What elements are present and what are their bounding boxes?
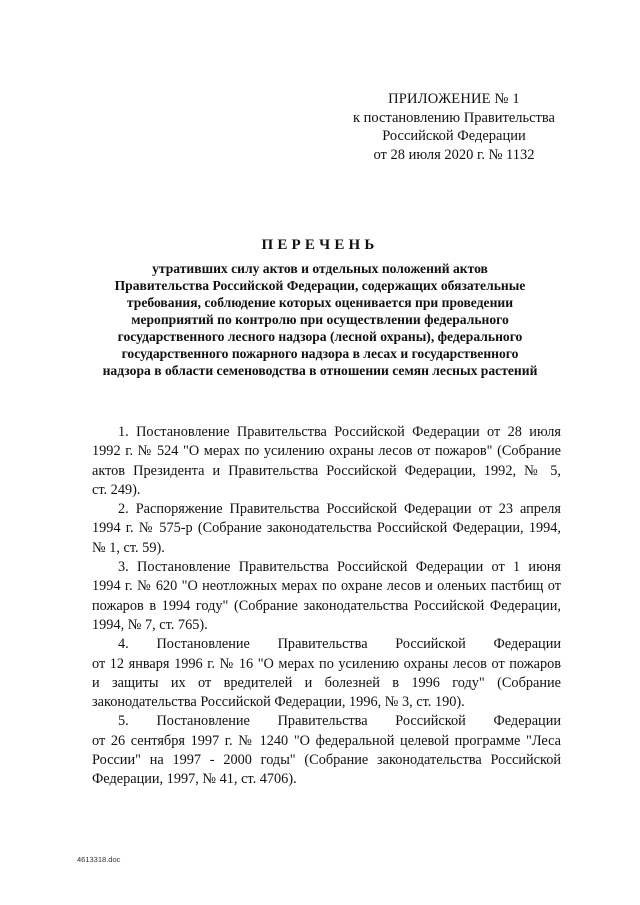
list-item-line: и защиты их от вредителей и болезней в 1996 году" (Собрание (92, 674, 561, 691)
appendix-header (336, 90, 572, 164)
list-item-line: № 1, ст. 59). (92, 539, 165, 556)
list-item-line: 4. Постановление Правительства Российской Федерации (118, 636, 561, 653)
list-item (92, 558, 561, 635)
list-item-line: 1994 г. № 620 "О неотложных мерах по охране лесов и оленьих пастбищ от (92, 578, 561, 595)
list-item-line: законодательства Российской Федерации, 1996, № 3, ст. 190). (92, 694, 465, 711)
subheading-line: надзора в области семеноводства в отношении семян лесных растений (102, 363, 538, 378)
appendix-line: Российской Федерации (382, 128, 526, 144)
subheading-line: государственного пожарного надзора в лесах и государственного (121, 346, 519, 361)
appendix-line: к постановлению Правительства (353, 109, 555, 126)
list-item-line: пожаров в 1994 году" (Собрание законодательства Российской Федерации, (92, 597, 561, 614)
list-item-line: 3. Постановление Правительства Российской Федерации от 1 июня (118, 559, 561, 576)
list-item (92, 423, 561, 500)
repealed-acts-list (92, 423, 561, 790)
document-heading: ПЕРЕЧЕНЬ (261, 237, 379, 253)
file-name-footer: 4613318.doc (77, 855, 121, 864)
list-item-line: от 12 января 1996 г. № 16 "О мерах по усилению охраны лесов от пожаров (92, 655, 561, 672)
list-item-line: актов Президента и Правительства Российской Федерации, 1992, № 5, (92, 462, 561, 479)
list-item (92, 712, 561, 789)
list-item-line: 1992 г. № 524 "О мерах по усилению охраны лесов от пожаров" (Собрание (92, 443, 561, 460)
list-item-line: 5. Постановление Правительства Российской Федерации (118, 713, 561, 730)
list-item-line: от 26 сентября 1997 г. № 1240 "О федеральной целевой программе "Леса (92, 732, 561, 749)
subheading-line: утративших силу актов и отдельных положений актов (152, 261, 488, 276)
list-item-line: 2. Распоряжение Правительства Российской Федерации от 23 апреля (118, 501, 561, 518)
list-item-line: ст. 249). (92, 481, 141, 498)
list-item-line: 1. Постановление Правительства Российской Федерации от 28 июля (118, 424, 561, 440)
document-subheading (88, 260, 552, 379)
subheading-line: требования, соблюдение которых оценивается при проведении (126, 295, 514, 310)
list-item-line: России" на 1997 - 2000 годы" (Собрание законодательства Российской (92, 752, 561, 769)
subheading-line: государственного лесного надзора (лесной охраны), федерального (117, 329, 523, 344)
subheading-line: мероприятий по контролю при осуществлении федерального (131, 312, 509, 327)
subheading-line: Правительства Российской Федерации, содержащих обязательные (114, 278, 526, 293)
list-item-line: Федерации, 1997, № 41, ст. 4706). (92, 771, 297, 788)
list-item-line: 1994, № 7, ст. 765). (92, 616, 208, 633)
list-item (92, 635, 561, 712)
appendix-line: от 28 июля 2020 г. № 1132 (373, 146, 535, 163)
list-item (92, 500, 561, 558)
appendix-title: ПРИЛОЖЕНИЕ № 1 (388, 91, 520, 107)
list-item-line: 1994 г. № 575-р (Собрание законодательства Российской Федерации, 1994, (92, 520, 561, 537)
